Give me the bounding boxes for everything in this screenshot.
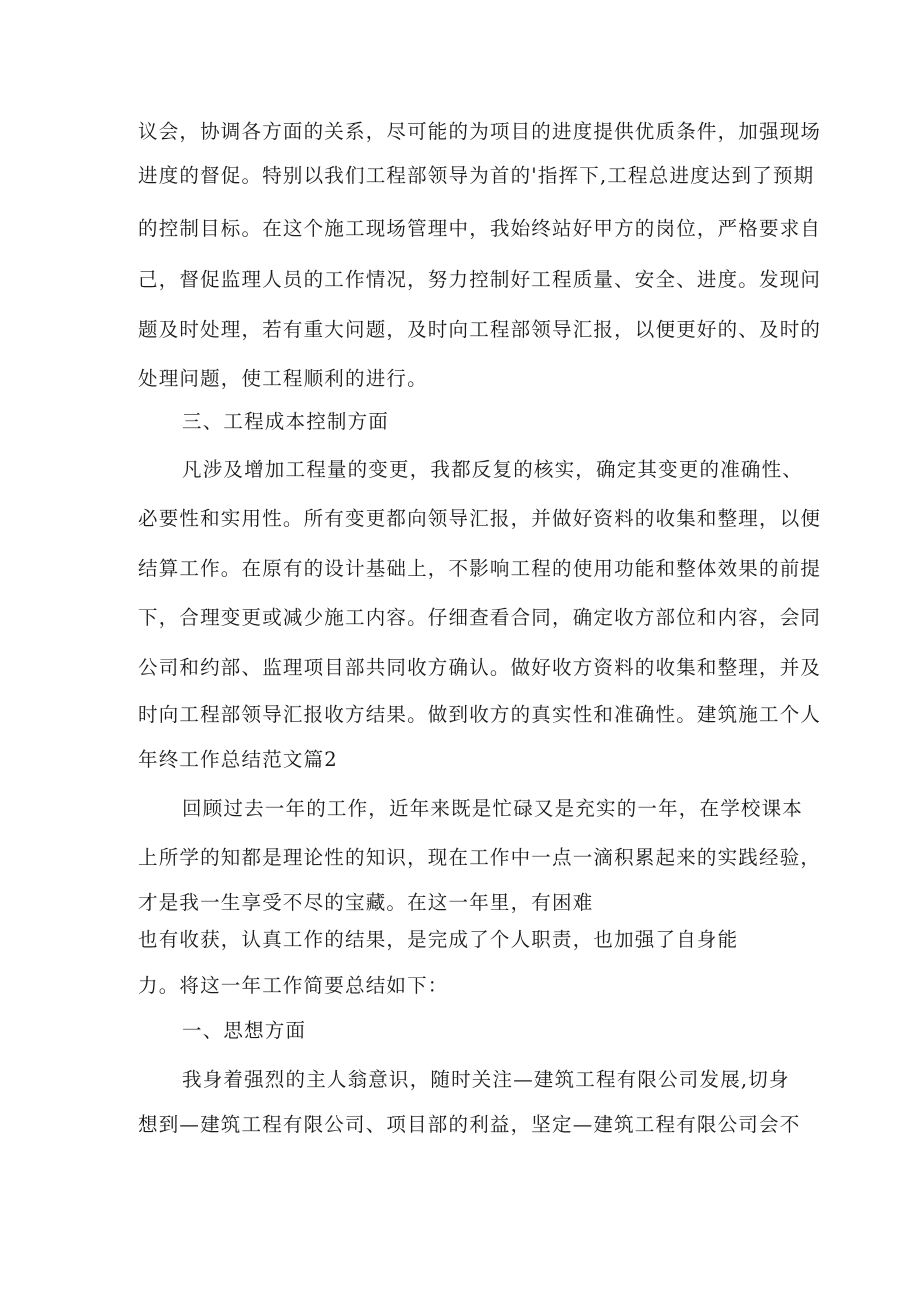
section-title: 年终工作总结范文篇2: [138, 748, 338, 771]
paragraph-line: 也有收获，认真工作的结果，是完成了个人职责，也加强了自身能: [138, 928, 739, 951]
paragraph-line: 下，合理变更或减少施工内容。仔细查看合同，确定收方部位和内容，会同: [138, 606, 822, 629]
paragraph-line: 公司和约部、监理项目部共同收方确认。做好收方资料的收集和整理，并及: [138, 656, 822, 679]
paragraph-line: 想到—建筑工程有限公司、项目部的利益，坚定—建筑工程有限公司会不: [138, 1113, 801, 1136]
paragraph-line: 的控制目标。在这个施工现场管理中，我始终站好甲方的岗位，严格要求自: [138, 217, 822, 240]
section-heading: 一、思想方面: [182, 1019, 307, 1042]
paragraph-line: 必要性和实用性。所有变更都向领导汇报，并做好资料的收集和整理，以便: [138, 507, 822, 530]
paragraph-line: 己，督促监理人员的工作情况，努力控制好工程质量、安全、进度。发现问: [138, 268, 822, 291]
paragraph-line: 凡涉及增加工程量的变更，我都反复的核实，确定其变更的准确性、: [182, 458, 804, 481]
paragraph-line: 议会，协调各方面的关系，尽可能的为项目的进度提供优质条件，加强现场: [138, 120, 822, 143]
paragraph-line: 上所学的知都是理论性的知识，现在工作中一点一滴积累起来的实践经验，: [138, 846, 822, 869]
paragraph-line: 我身着强烈的主人翁意识，随时关注—建筑工程有限公司发展,切身: [182, 1068, 790, 1091]
paragraph-line: 进度的督促。特别以我们工程部领导为首的'指挥下,工程总进度达到了预期: [138, 164, 815, 187]
paragraph-line: 才是我一生享受不尽的宝藏。在这一年里，有困难: [138, 891, 594, 914]
paragraph-line: 结算工作。在原有的设计基础上，不影响工程的使用功能和整体效果的前提: [138, 557, 822, 580]
section-heading: 三、工程成本控制方面: [182, 410, 390, 433]
paragraph-line: 题及时处理，若有重大问题，及时向工程部领导汇报，以便更好的、及时的: [138, 318, 822, 341]
paragraph-line: 时向工程部领导汇报收方结果。做到收方的真实性和准确性。建筑施工个人: [138, 703, 822, 726]
paragraph-line: 处理问题，使工程顺利的进行。: [138, 367, 428, 390]
paragraph-line: 力。将这一年工作简要总结如下：: [138, 974, 449, 997]
paragraph-line: 回顾过去一年的工作，近年来既是忙碌又是充实的一年，在学校课本: [182, 797, 804, 820]
